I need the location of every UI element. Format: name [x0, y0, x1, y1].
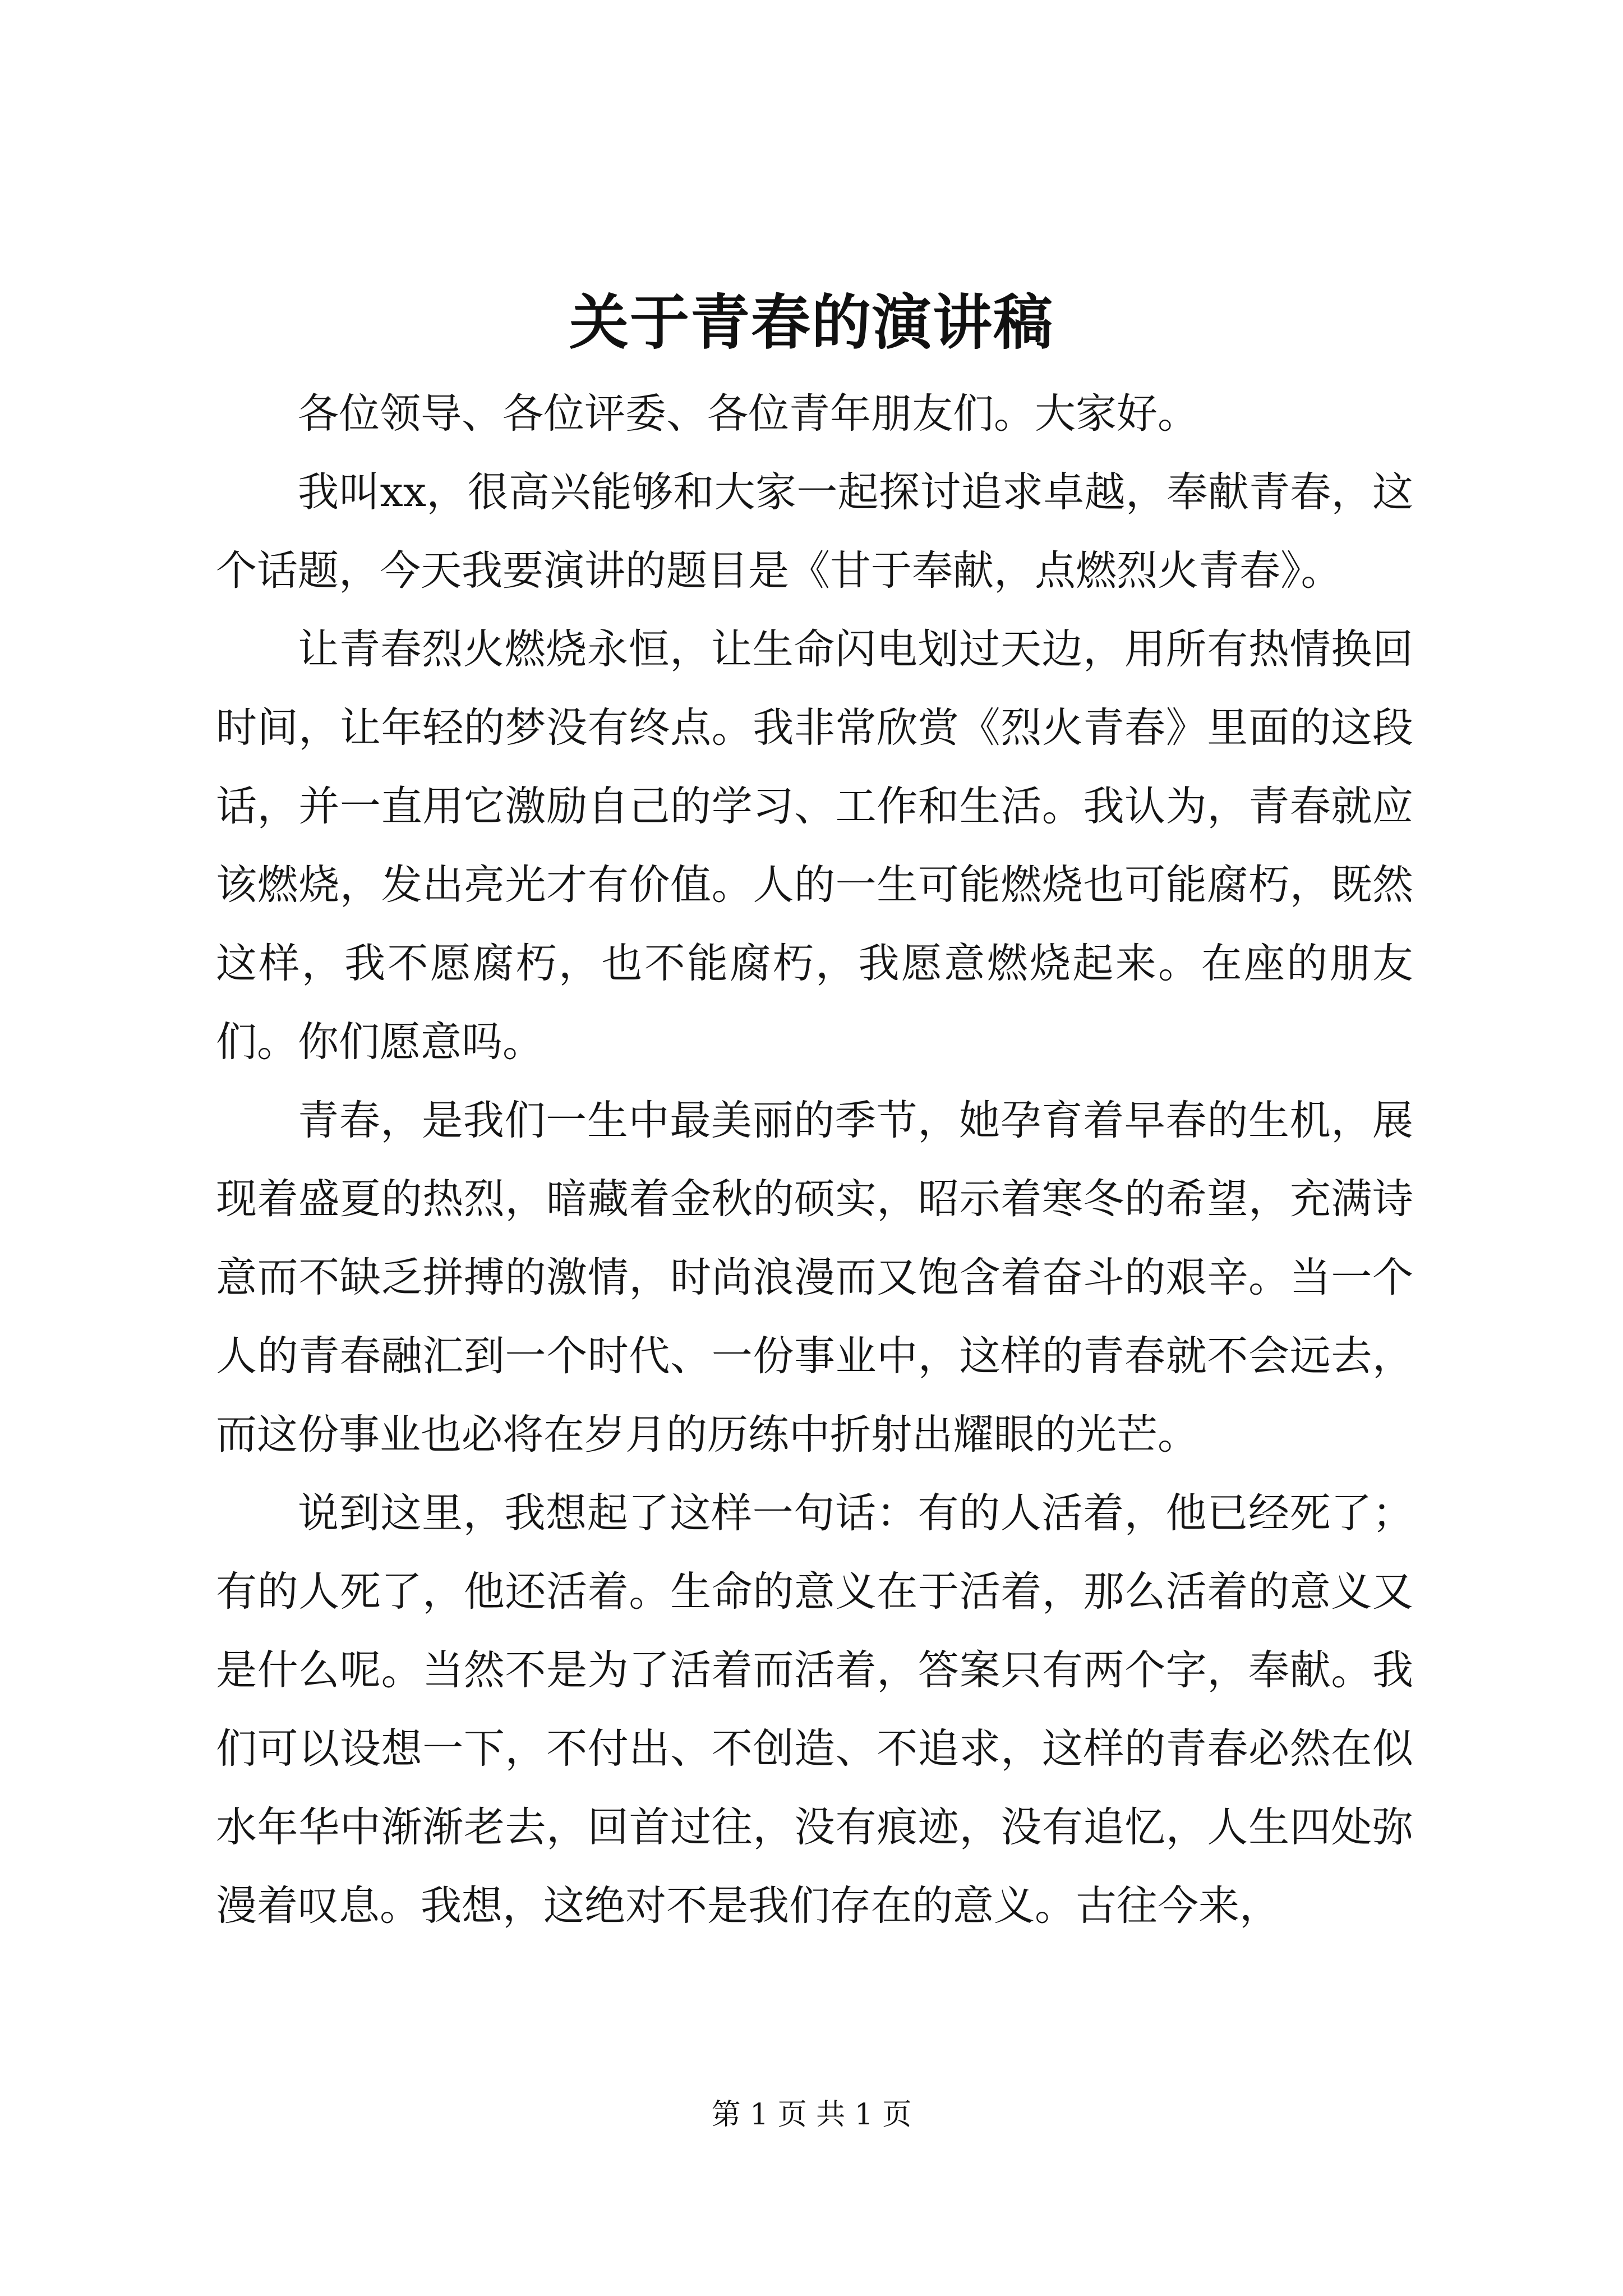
document-body: [216, 375, 1413, 1945]
paragraph-youth-season: 青春，是我们一生中最美丽的季节，她孕育着早春的生机，展现着盛夏的热烈，暗藏着金秋的硕实，昭示着寒冬的希望，充满诗意而不缺乏拼搏的激情，时尚浪漫而又饱含着奋斗的艰辛。当一个人的青春融汇到一个时代、一份事业中，这样的青春就不会远去，而这份事业也必将在岁月的历练中折射出耀眼的光芒。: [216, 1097, 1413, 1458]
paragraph-meaning-of-life: 说到这里，我想起了这样一句话：有的人活着，他已经死了；有的人死了，他还活着。生命的意义在于活着，那么活着的意义又是什么呢。当然不是为了活着而活着，答案只有两个字，奉献。我们可以设想一下，不付出、不创造、不追求，这样的青春必然在似水年华中渐渐老去，回首过往，没有痕迹，没有追忆，人生四处弥漫着叹息。我想，这绝对不是我们存在的意义。古往今来，: [216, 1489, 1413, 1930]
page-footer: 第 1 页 共 1 页: [711, 2098, 912, 2132]
paragraph-greeting: 各位领导、各位评委、各位青年朋友们。大家好。: [298, 390, 1198, 438]
paragraph-introduction: 我叫xx，很高兴能够和大家一起探讨追求卓越，奉献青春，这个话题，今天我要演讲的题目是《甘于奉献，点燃烈火青春》。: [216, 468, 1413, 595]
document-title: 关于青春的演讲稿: [569, 287, 1054, 357]
paragraph-burning-youth: 让青春烈火燃烧永恒，让生命闪电划过天边，用所有热情换回时间，让年轻的梦没有终点。我非常欣赏《烈火青春》里面的这段话，并一直用它激励自己的学习、工作和生活。我认为，青春就应该燃烧，发出亮光才有价值。人的一生可能燃烧也可能腐朽，既然这样，我不愿腐朽，也不能腐朽，我愿意燃烧起来。在座的朋友们。你们愿意吗。: [216, 625, 1413, 1066]
